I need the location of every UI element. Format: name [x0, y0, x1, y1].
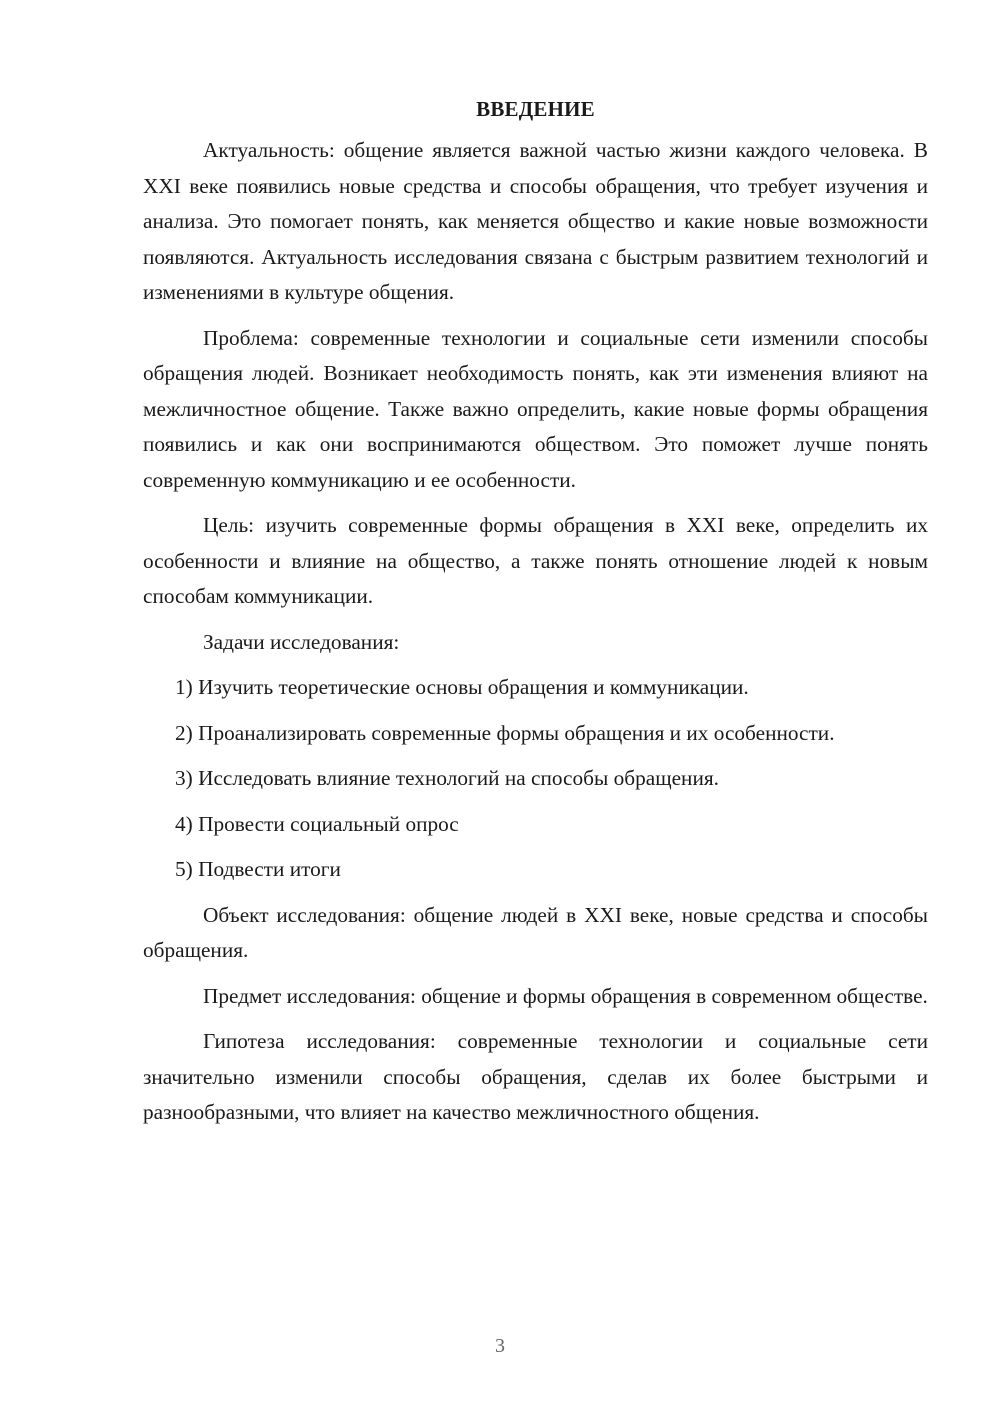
task-item: 2) Проанализировать современные формы обращения и их особенности.	[175, 720, 835, 745]
section-heading: ВВЕДЕНИЕ	[476, 97, 595, 121]
page-body	[143, 92, 928, 1131]
tasks-title: Задачи исследования:	[203, 629, 400, 654]
hypothesis-paragraph: Гипотеза исследования: современные технологии и социальные сети значительно изменили способы обращения, сделав их более быстрыми и разнообразными, что влияет на качество межличностного общения.	[143, 1029, 928, 1124]
task-item: 1) Изучить теоретические основы обращения и коммуникации.	[175, 675, 749, 699]
task-item: 3) Исследовать влияние технологий на способы обращения.	[175, 766, 719, 790]
task-item: 5) Подвести итоги	[175, 857, 341, 881]
goal-paragraph: Цель: изучить современные формы обращения в XXI веке, определить их особенности и влияние на общество, а также понять отношение людей к новым способам коммуникации.	[143, 513, 928, 608]
object-paragraph: Объект исследования: общение людей в XXI веке, новые средства и способы обращения.	[143, 902, 928, 962]
task-item: 4) Провести социальный опрос	[175, 811, 459, 836]
subject-paragraph: Предмет исследования: общение и формы обращения в современном обществе.	[203, 983, 928, 1008]
problem-paragraph: Проблема: современные технологии и социальные сети изменили способы обращения людей. Возникает необходимость понять, как эти изменения влияют на межличностное общение. Также важно определить, какие новые формы обращения появились и как они воспринимаются обществом. Это поможет лучше понять современную коммуникацию и ее особенности.	[143, 325, 928, 492]
page-number: 3	[495, 1335, 505, 1357]
relevance-paragraph: Актуальность: общение является важной частью жизни каждого человека. В XXI веке появились новые средства и способы обращения, что требует изучения и анализа. Это помогает понять, как меняется общество и какие новые возможности появляются. Актуальность исследования связана с быстрым развитием технологий и изменениями в культуре общения.	[143, 138, 928, 304]
